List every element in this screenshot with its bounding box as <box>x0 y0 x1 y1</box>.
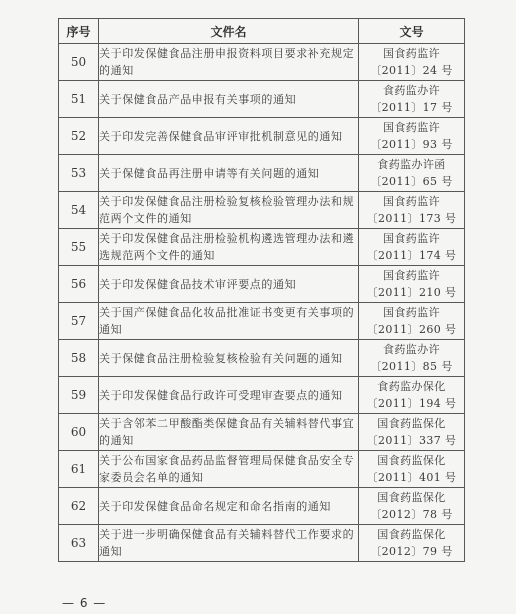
table-row <box>59 81 465 118</box>
row-serial-number: 52 <box>59 118 99 155</box>
document-number-year-serial: 〔2011〕401 号 <box>366 471 457 484</box>
document-number-year-serial: 〔2012〕78 号 <box>370 508 453 521</box>
table-body <box>59 44 465 562</box>
row-document-name: 关于保健食品再注册申请等有关问题的通知 <box>99 155 359 192</box>
document-number-issuer: 国食药监保化 <box>377 454 446 467</box>
header-serial-number: 序号 <box>59 19 99 44</box>
document-number-issuer: 食药监办许 <box>383 84 440 97</box>
document-number-year-serial: 〔2011〕210 号 <box>366 286 457 299</box>
document-number-issuer: 国食药监许 <box>383 306 440 319</box>
row-document-name: 关于印发保健食品行政许可受理审查要点的通知 <box>99 377 359 414</box>
row-document-name: 关于进一步明确保健食品有关辅料替代工作要求的通知 <box>99 525 359 562</box>
header-document-name: 文件名 <box>99 19 359 44</box>
table-row <box>59 266 465 303</box>
document-number-year-serial: 〔2012〕79 号 <box>370 545 453 558</box>
row-document-number <box>359 340 465 377</box>
document-number-issuer: 国食药监许 <box>383 195 440 208</box>
row-document-name: 关于印发完善保健食品审评审批机制意见的通知 <box>99 118 359 155</box>
row-document-number <box>359 303 465 340</box>
row-serial-number: 50 <box>59 44 99 81</box>
table-row <box>59 229 465 266</box>
document-number-year-serial: 〔2011〕174 号 <box>366 249 457 262</box>
document-number-issuer: 食药监办保化 <box>377 380 446 393</box>
row-document-name: 关于保健食品注册检验复核检验有关问题的通知 <box>99 340 359 377</box>
table-row <box>59 340 465 377</box>
regulation-table <box>58 18 465 562</box>
row-document-number <box>359 488 465 525</box>
row-document-number <box>359 414 465 451</box>
row-document-number <box>359 451 465 488</box>
table-row <box>59 525 465 562</box>
document-number-year-serial: 〔2011〕24 号 <box>370 64 453 77</box>
document-number-issuer: 国食药监保化 <box>377 528 446 541</box>
row-document-name: 关于印发保健食品注册申报资料项目要求补充规定的通知 <box>99 44 359 81</box>
document-number-year-serial: 〔2011〕85 号 <box>370 360 453 373</box>
table-row <box>59 377 465 414</box>
row-serial-number: 60 <box>59 414 99 451</box>
row-document-name: 关于印发保健食品技术审评要点的通知 <box>99 266 359 303</box>
page-number: — 6 — <box>62 596 107 610</box>
row-document-number <box>359 44 465 81</box>
row-document-name: 关于国产保健食品化妆品批准证书变更有关事项的通知 <box>99 303 359 340</box>
row-document-number <box>359 525 465 562</box>
row-serial-number: 61 <box>59 451 99 488</box>
document-number-issuer: 食药监办许函 <box>377 158 446 171</box>
document-number-year-serial: 〔2011〕337 号 <box>366 434 457 447</box>
row-document-number <box>359 266 465 303</box>
row-serial-number: 58 <box>59 340 99 377</box>
table-row <box>59 451 465 488</box>
document-number-issuer: 国食药监许 <box>383 269 440 282</box>
row-document-name: 关于印发保健食品注册检验复核检验管理办法和规范两个文件的通知 <box>99 192 359 229</box>
header-document-number: 文号 <box>359 19 465 44</box>
row-document-number <box>359 118 465 155</box>
row-document-name: 关于印发保健食品命名规定和命名指南的通知 <box>99 488 359 525</box>
row-serial-number: 59 <box>59 377 99 414</box>
document-number-issuer: 国食药监保化 <box>377 491 446 504</box>
row-document-number <box>359 81 465 118</box>
table-row <box>59 155 465 192</box>
table-row <box>59 118 465 155</box>
row-document-name: 关于公布国家食品药品监督管理局保健食品安全专家委员会名单的通知 <box>99 451 359 488</box>
document-number-issuer: 食药监办许 <box>383 343 440 356</box>
row-serial-number: 53 <box>59 155 99 192</box>
row-serial-number: 55 <box>59 229 99 266</box>
row-serial-number: 56 <box>59 266 99 303</box>
document-number-year-serial: 〔2011〕65 号 <box>370 175 453 188</box>
row-serial-number: 57 <box>59 303 99 340</box>
document-number-year-serial: 〔2011〕260 号 <box>366 323 457 336</box>
document-number-year-serial: 〔2011〕93 号 <box>370 138 453 151</box>
row-document-number <box>359 155 465 192</box>
row-serial-number: 51 <box>59 81 99 118</box>
table-row <box>59 303 465 340</box>
table-row <box>59 192 465 229</box>
document-number-issuer: 国食药监许 <box>383 121 440 134</box>
row-document-name: 关于印发保健食品注册检验机构遴选管理办法和遴选规范两个文件的通知 <box>99 229 359 266</box>
row-document-number <box>359 377 465 414</box>
table-row <box>59 414 465 451</box>
row-document-name: 关于保健食品产品申报有关事项的通知 <box>99 81 359 118</box>
row-document-number <box>359 192 465 229</box>
document-number-issuer: 国食药监许 <box>383 232 440 245</box>
document-number-issuer: 国食药监许 <box>383 47 440 60</box>
document-number-year-serial: 〔2011〕17 号 <box>370 101 453 114</box>
document-number-year-serial: 〔2011〕173 号 <box>366 212 457 225</box>
row-serial-number: 62 <box>59 488 99 525</box>
table-row <box>59 488 465 525</box>
row-document-name: 关于含邻苯二甲酸酯类保健食品有关辅料替代事宜的通知 <box>99 414 359 451</box>
row-document-number <box>359 229 465 266</box>
table-header-row <box>59 19 465 44</box>
row-serial-number: 63 <box>59 525 99 562</box>
document-number-year-serial: 〔2011〕194 号 <box>366 397 457 410</box>
table-row <box>59 44 465 81</box>
row-serial-number: 54 <box>59 192 99 229</box>
document-number-issuer: 国食药监保化 <box>377 417 446 430</box>
